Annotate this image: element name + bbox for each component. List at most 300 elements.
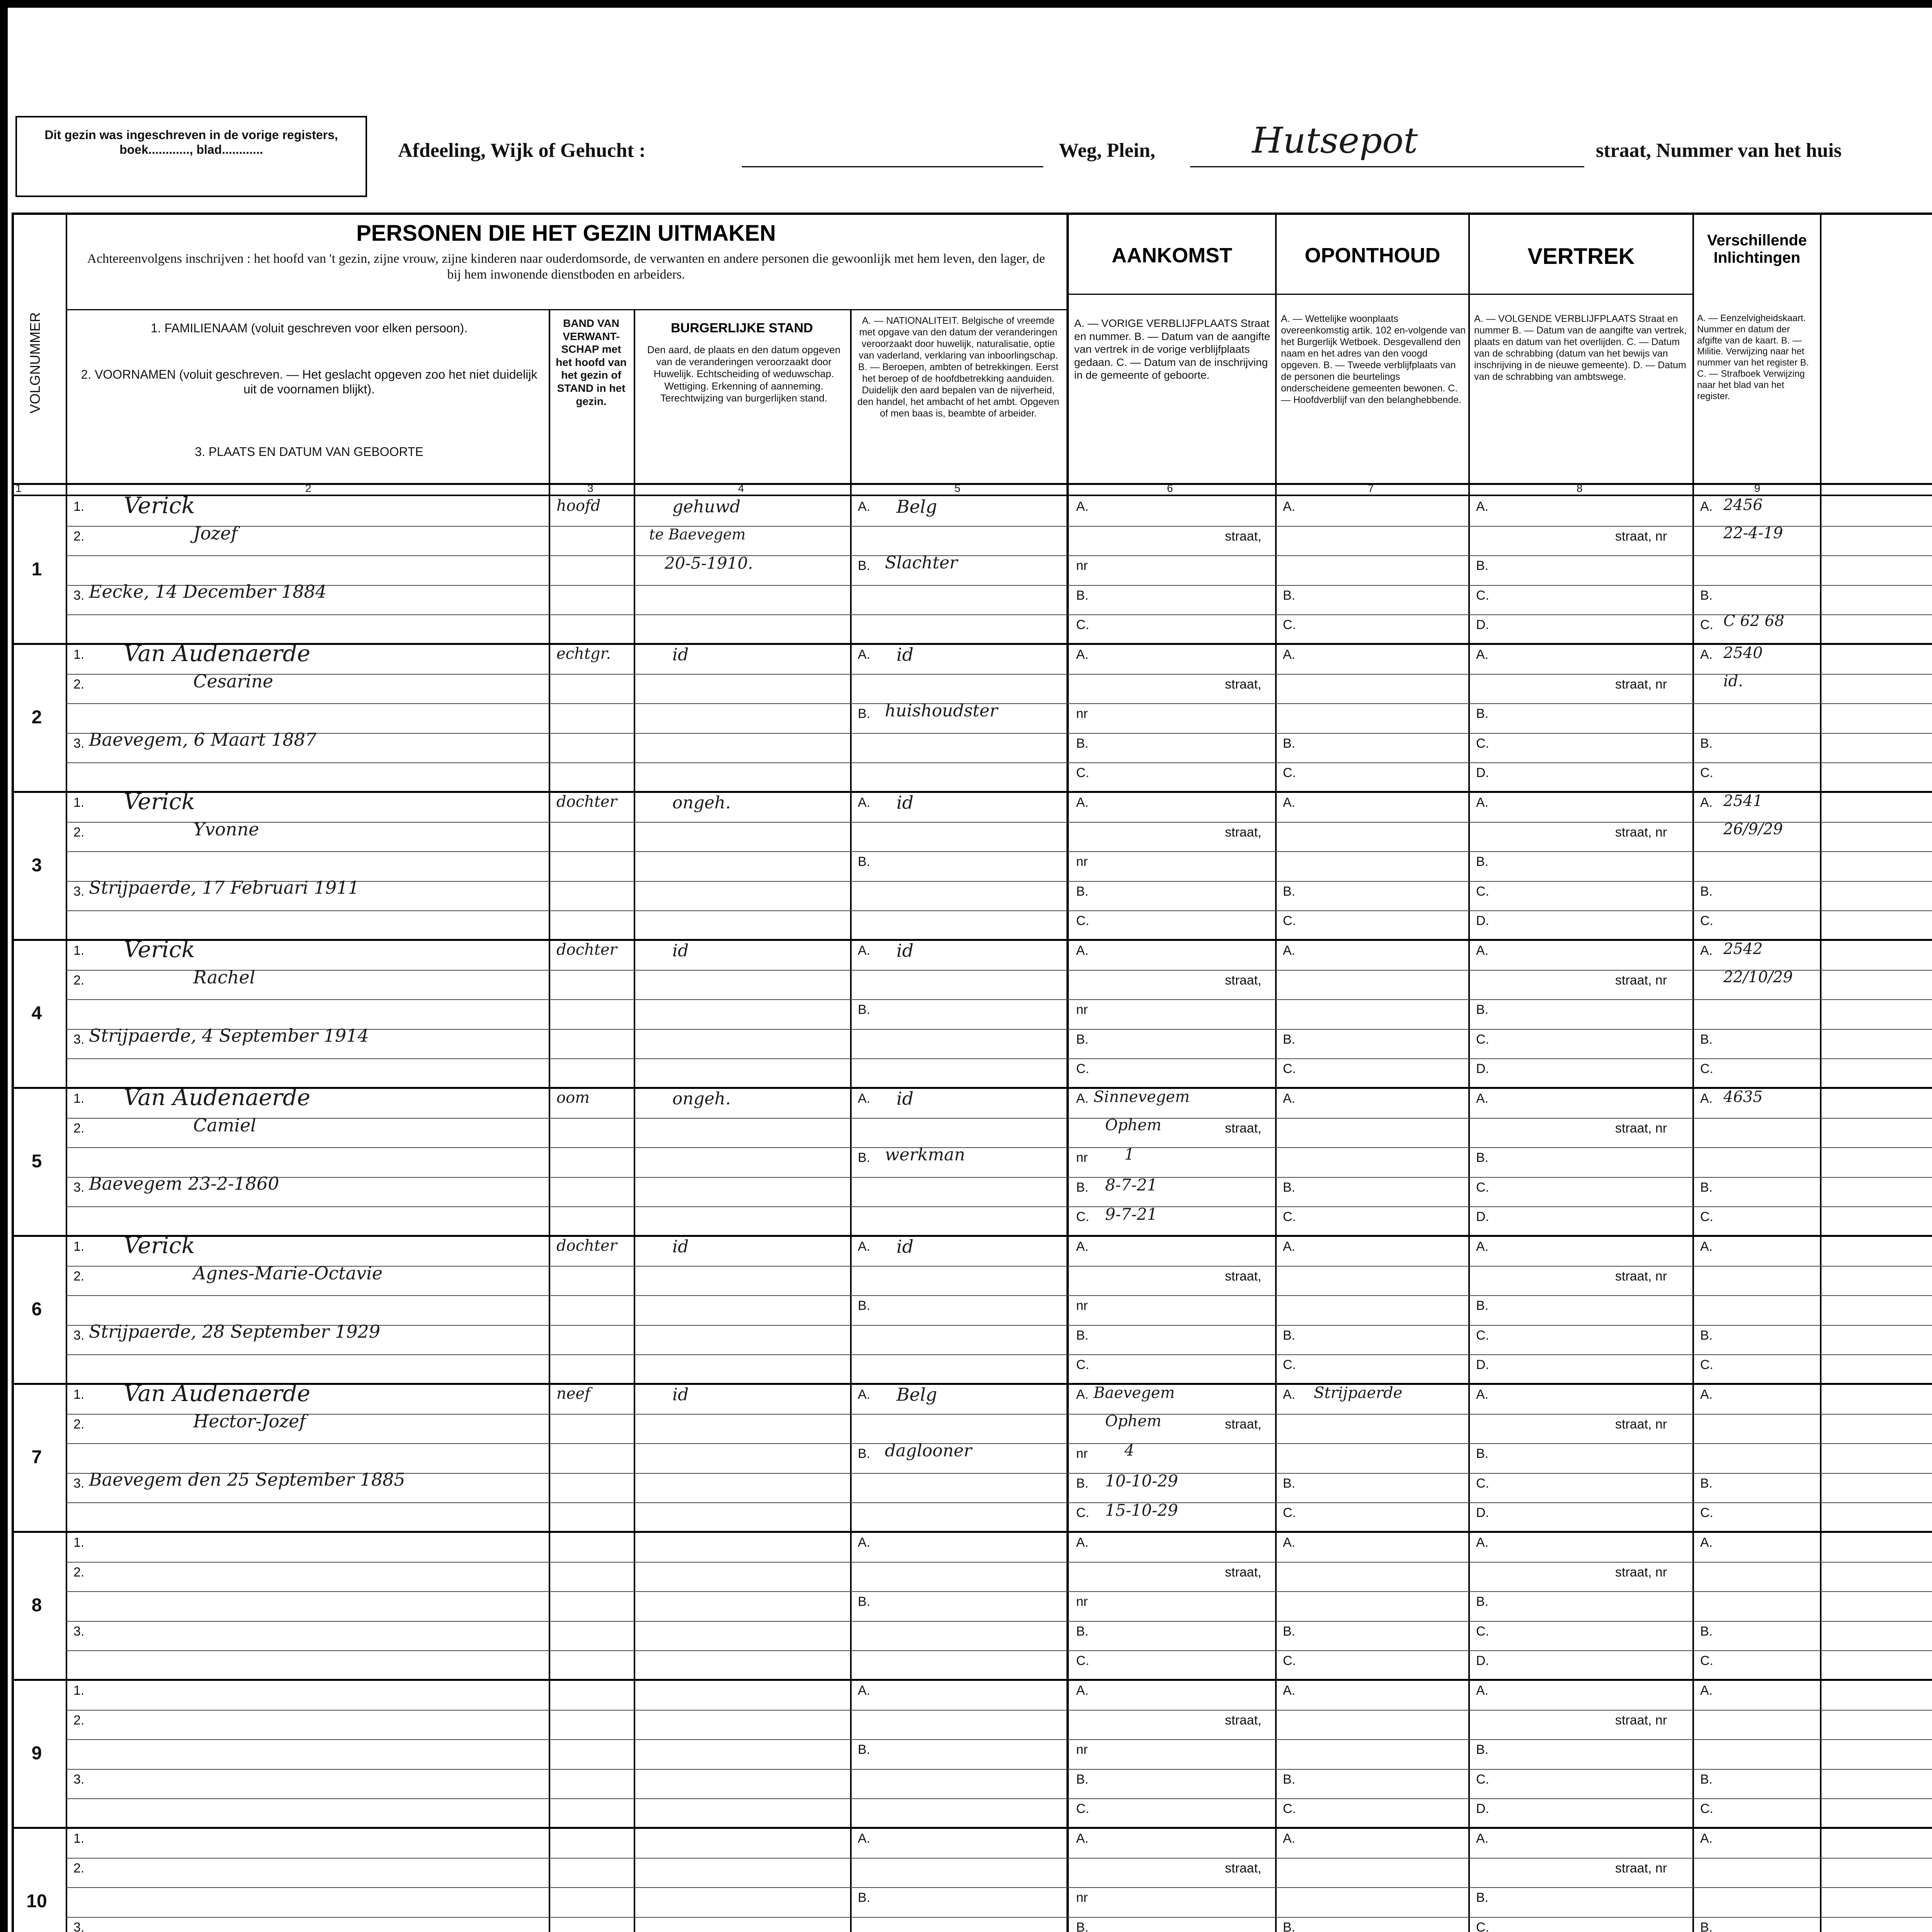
label-c: C. xyxy=(1076,1801,1089,1816)
colnum: 6 xyxy=(1167,482,1173,494)
row-line xyxy=(66,1858,1932,1859)
familienaam: Van Audenaerde xyxy=(124,1084,311,1111)
label-b: B. xyxy=(1283,1032,1296,1047)
row-line xyxy=(66,1502,1932,1503)
label-b: B. xyxy=(1476,1446,1489,1461)
label-a: A. xyxy=(858,647,871,662)
row-line xyxy=(66,555,1932,556)
label-a: A. xyxy=(1476,1683,1489,1698)
familienaam: Van Audenaerde xyxy=(124,640,311,667)
aankomst-a2: Ophem xyxy=(1105,1412,1162,1430)
label-a: A. xyxy=(1283,1091,1296,1106)
label-b: B. xyxy=(1476,558,1489,573)
label-a: A. xyxy=(858,943,871,958)
label-straat: straat, xyxy=(1225,1713,1262,1728)
band: neef xyxy=(556,1385,590,1403)
label-3: 3. xyxy=(73,1772,85,1787)
row-separator xyxy=(12,939,1932,941)
row-number: 2 xyxy=(31,707,42,728)
straat-label: straat, Nummer van het huis xyxy=(1596,139,1842,162)
label-a: A. xyxy=(1476,1091,1489,1106)
col4-title: BURGERLIJKE STAND xyxy=(671,321,813,335)
aankomst-c: 9-7-21 xyxy=(1105,1205,1158,1224)
register-sheet xyxy=(8,8,1932,1932)
label-a: A. xyxy=(1283,1387,1296,1402)
label-b: B. xyxy=(1076,588,1089,603)
label-a: A. xyxy=(1476,1535,1489,1550)
label-b: B. xyxy=(1700,588,1713,603)
label-c: C. xyxy=(1283,1801,1296,1816)
label-nr: nr xyxy=(1076,1742,1088,1757)
row-line xyxy=(66,1354,1932,1355)
stand-1: id xyxy=(672,941,689,961)
label-c: C. xyxy=(1076,1061,1089,1077)
label-2: 2. xyxy=(73,1121,85,1136)
band: dochter xyxy=(556,941,617,959)
row-line xyxy=(66,585,1932,586)
familienaam: Van Audenaerde xyxy=(124,1380,311,1406)
label-straat-nr: straat, nr xyxy=(1615,1713,1667,1728)
label-c: C. xyxy=(1700,617,1713,633)
aankomst-b: 10-10-29 xyxy=(1105,1471,1178,1490)
label-c: C. xyxy=(1283,617,1296,633)
label-a: A. xyxy=(858,1387,871,1402)
label-3: 3. xyxy=(73,1180,85,1195)
beroep: daglooner xyxy=(885,1441,972,1461)
stand-1: id xyxy=(672,645,689,665)
row-line xyxy=(66,851,1932,852)
label-1: 1. xyxy=(73,1831,85,1846)
label-1: 1. xyxy=(73,499,85,514)
inlichting-a: 2456 xyxy=(1723,496,1763,514)
label-c: C. xyxy=(1283,913,1296,929)
row-line xyxy=(66,1769,1932,1770)
voornamen: Hector-Jozef xyxy=(193,1410,306,1432)
label-a: A. xyxy=(1076,1535,1089,1550)
label-b: B. xyxy=(1476,1742,1489,1757)
colnum: 4 xyxy=(738,482,744,494)
col2-geboorte: 3. PLAATS EN DATUM VAN GEBOORTE xyxy=(195,445,423,459)
label-2: 2. xyxy=(73,677,85,692)
label-b: B. xyxy=(858,1594,871,1609)
label-a: A. xyxy=(858,1239,871,1254)
label-b: B. xyxy=(1700,1032,1713,1047)
label-c: C. xyxy=(1283,1061,1296,1077)
label-b: B. xyxy=(858,1002,871,1017)
geboorte: Baevegem den 25 September 1885 xyxy=(89,1469,405,1490)
label-c: C. xyxy=(1700,1801,1713,1816)
row-number: 10 xyxy=(26,1891,47,1912)
colnum: 5 xyxy=(954,482,961,494)
beroep: huishoudster xyxy=(885,701,998,721)
label-c: C. xyxy=(1076,765,1089,781)
label-2: 2. xyxy=(73,973,85,988)
label-a: A. xyxy=(1476,1831,1489,1846)
label-c: C. xyxy=(1476,1476,1489,1491)
label-straat-nr: straat, nr xyxy=(1615,1269,1667,1284)
label-a: A. xyxy=(1076,1683,1089,1698)
label-d: D. xyxy=(1476,765,1489,781)
geboorte: Eecke, 14 December 1884 xyxy=(89,581,327,602)
label-a: A. xyxy=(858,499,871,514)
label-nr: nr xyxy=(1076,706,1088,721)
label-straat: straat, xyxy=(1225,1417,1262,1432)
label-c: C. xyxy=(1283,1505,1296,1520)
label-a: A. xyxy=(1700,1535,1713,1550)
colnum: 8 xyxy=(1577,482,1583,494)
label-a: A. xyxy=(1476,795,1489,810)
label-c: C. xyxy=(1476,588,1489,603)
label-a: A. xyxy=(1076,943,1089,958)
label-a: A. xyxy=(1700,499,1713,514)
row-number: 5 xyxy=(31,1151,42,1172)
label-c: C. xyxy=(1700,1209,1713,1225)
label-d: D. xyxy=(1476,1801,1489,1816)
row-line xyxy=(66,1591,1932,1592)
label-b: B. xyxy=(1700,1920,1713,1932)
label-a: A. xyxy=(1076,1831,1089,1846)
aankomst-a: Baevegem xyxy=(1094,1384,1175,1402)
nationaliteit: Belg xyxy=(896,496,937,517)
label-a: A. xyxy=(1476,943,1489,958)
label-1: 1. xyxy=(73,1091,85,1106)
label-c: C. xyxy=(1283,765,1296,781)
aankomst-a2: Ophem xyxy=(1105,1116,1162,1134)
inlichting-a: 2541 xyxy=(1723,792,1763,810)
row-line xyxy=(66,1798,1932,1799)
label-3: 3. xyxy=(73,1920,85,1932)
label-3: 3. xyxy=(73,736,85,751)
label-a: A. xyxy=(1283,1683,1296,1698)
label-a: A. xyxy=(1700,795,1713,810)
label-a: A. xyxy=(1076,1091,1089,1106)
label-straat: straat, xyxy=(1225,1565,1262,1580)
label-1: 1. xyxy=(73,1239,85,1254)
label-2: 2. xyxy=(73,529,85,544)
weg-label: Weg, Plein, xyxy=(1059,139,1155,162)
label-nr: nr xyxy=(1076,1002,1088,1017)
label-a: A. xyxy=(1076,795,1089,810)
label-b: B. xyxy=(1476,706,1489,721)
col2-familienaam: 1. FAMILIENAAM (voluit geschreven voor elken persoon). xyxy=(151,321,468,335)
label-a: A. xyxy=(1476,1387,1489,1402)
label-a: A. xyxy=(1076,499,1089,514)
label-c: C. xyxy=(1700,913,1713,929)
label-b: B. xyxy=(1476,1594,1489,1609)
label-b: B. xyxy=(1283,1624,1296,1639)
street-value: Hutsepot xyxy=(1252,120,1418,161)
label-b: B. xyxy=(1700,1772,1713,1787)
row-line xyxy=(66,1206,1932,1207)
label-nr: nr xyxy=(1076,1594,1088,1609)
inlichting-a: 4635 xyxy=(1723,1088,1763,1106)
label-nr: nr xyxy=(1076,1298,1088,1313)
row-number: 1 xyxy=(31,559,42,580)
label-straat: straat, xyxy=(1225,973,1262,988)
label-b: B. xyxy=(1283,1920,1296,1932)
label-straat: straat, xyxy=(1225,529,1262,544)
stand-1: gehuwd xyxy=(672,497,741,517)
row-line xyxy=(66,1147,1932,1148)
label-d: D. xyxy=(1476,1653,1489,1668)
label-b: B. xyxy=(1283,884,1296,899)
label-straat-nr: straat, nr xyxy=(1615,1417,1667,1432)
label-b: B. xyxy=(858,558,871,573)
nationaliteit: id xyxy=(896,1088,914,1109)
label-b: B. xyxy=(1283,1180,1296,1195)
label-nr: nr xyxy=(1076,854,1088,869)
row-line xyxy=(66,1058,1932,1059)
col10-title xyxy=(1821,328,1932,348)
label-c: C. xyxy=(1076,617,1089,633)
main-table xyxy=(12,213,1932,1932)
label-straat: straat, xyxy=(1225,1269,1262,1284)
label-a: A. xyxy=(1283,1239,1296,1254)
aankomst-b: 8-7-21 xyxy=(1105,1175,1158,1194)
nationaliteit: id xyxy=(896,940,914,961)
label-2: 2. xyxy=(73,1269,85,1284)
inlichting-a: 2542 xyxy=(1723,940,1763,958)
label-a: A. xyxy=(1476,499,1489,514)
label-a: A. xyxy=(858,795,871,810)
colnum: 2 xyxy=(305,482,311,494)
row-line xyxy=(66,999,1932,1000)
label-a: A. xyxy=(1283,1831,1296,1846)
label-c: C. xyxy=(1076,1209,1089,1225)
label-straat: straat, xyxy=(1225,825,1262,840)
row-number: 7 xyxy=(31,1447,42,1468)
geboorte: Baevegem, 6 Maart 1887 xyxy=(89,729,317,750)
label-a: A. xyxy=(1476,1239,1489,1254)
aankomst-title: AANKOMST xyxy=(1112,244,1232,267)
afdeeling-label: Afdeeling, Wijk of Gehucht : xyxy=(398,139,646,162)
row-line xyxy=(66,674,1932,675)
label-b: B. xyxy=(1283,736,1296,751)
label-c: C. xyxy=(1700,1061,1713,1077)
colnum: 3 xyxy=(587,482,594,494)
aankomst-nr: 4 xyxy=(1124,1442,1134,1460)
row-line xyxy=(66,526,1932,527)
row-separator xyxy=(12,1235,1932,1237)
col6-sub: A. — VORIGE VERBLIJFPLAATS Straat en nummer. B. — Datum van de aangifte van vertrek in de vorige verblijfplaats gedaan. C. — Datum van de inschrijving in de gemeente of geboorte. xyxy=(1074,317,1270,381)
label-b: B. xyxy=(1283,1772,1296,1787)
label-straat: straat, xyxy=(1225,1861,1262,1876)
label-a: A. xyxy=(1700,1683,1713,1698)
beroep: Slachter xyxy=(885,553,958,573)
label-1: 1. xyxy=(73,1387,85,1402)
label-1: 1. xyxy=(73,795,85,810)
row-separator xyxy=(12,1679,1932,1681)
voornamen: Yvonne xyxy=(193,818,259,840)
inlichting-a2: 22-4-19 xyxy=(1723,524,1783,542)
label-a: A. xyxy=(858,1683,871,1698)
inlichting-c: C 62 68 xyxy=(1723,612,1784,630)
voornamen: Cesarine xyxy=(193,670,273,692)
label-c: C. xyxy=(1283,1209,1296,1225)
label-c: C. xyxy=(1476,1624,1489,1639)
label-c: C. xyxy=(1283,1653,1296,1668)
beroep: werkman xyxy=(885,1145,965,1165)
label-c: C. xyxy=(1700,765,1713,781)
row-number: 9 xyxy=(31,1743,42,1764)
familienaam: Verick xyxy=(124,936,195,963)
nationaliteit: Belg xyxy=(896,1384,937,1405)
label-c: C. xyxy=(1283,1357,1296,1372)
nationaliteit: id xyxy=(896,644,914,665)
row-line xyxy=(66,1177,1932,1178)
label-c: C. xyxy=(1076,1653,1089,1668)
label-c: C. xyxy=(1076,1505,1089,1520)
label-b: B. xyxy=(1076,1476,1089,1491)
label-a: A. xyxy=(1283,1535,1296,1550)
label-straat-nr: straat, nr xyxy=(1615,677,1667,692)
label-b: B. xyxy=(858,1150,871,1165)
label-b: B. xyxy=(1076,736,1089,751)
row-line xyxy=(66,1562,1932,1563)
row-number: 8 xyxy=(31,1595,42,1616)
label-straat-nr: straat, nr xyxy=(1615,825,1667,840)
col9-sub: A. — Eenzelvigheidskaart. Nummer en datum der afgifte van de kaart. B. — Militie. Verwijzing naar het nummer van het register B. C. — Strafboek Verwijzing naar het blad van het register. xyxy=(1697,313,1809,401)
label-c: C. xyxy=(1476,736,1489,751)
stand-2: te Baevegem xyxy=(649,526,746,543)
label-a: A. xyxy=(858,1535,871,1550)
voornamen: Camiel xyxy=(193,1114,256,1136)
label-c: C. xyxy=(1476,1772,1489,1787)
label-a: A. xyxy=(1283,943,1296,958)
label-b: B. xyxy=(1283,1476,1296,1491)
label-a: A. xyxy=(1283,499,1296,514)
colnum: 1 xyxy=(15,482,22,494)
label-straat-nr: straat, nr xyxy=(1615,1121,1667,1136)
label-1: 1. xyxy=(73,647,85,662)
col8-sub: A. — VOLGENDE VERBLIJFPLAATS Straat en nummer B. — Datum van de aangifte van vertrek, plaats en datum van het overlijden. C. — Datum van de schrabbing (datum van het bewijs van inschrijving in de nieuwe gemeente). D. — Datum van de schrabbing van ambtswege. xyxy=(1474,313,1687,382)
row-line xyxy=(66,1887,1932,1888)
label-b: B. xyxy=(858,1890,871,1905)
voornamen: Jozef xyxy=(193,522,238,544)
aankomst-nr: 1 xyxy=(1124,1146,1134,1164)
row-line xyxy=(66,970,1932,971)
band: dochter xyxy=(556,793,617,811)
label-b: B. xyxy=(1700,1328,1713,1343)
row-number: 6 xyxy=(31,1299,42,1320)
col2-voornamen: 2. VOORNAMEN (voluit geschreven. — Het geslacht opgeven zoo het niet duidelijk uit de voornamen blijkt). xyxy=(81,367,537,396)
label-1: 1. xyxy=(73,1535,85,1550)
label-b: B. xyxy=(1700,1180,1713,1195)
voornamen: Agnes-Marie-Octavie xyxy=(193,1262,383,1284)
oponthoud-a: Strijpaerde xyxy=(1314,1384,1403,1402)
label-b: B. xyxy=(1076,1920,1089,1932)
label-2: 2. xyxy=(73,1417,85,1432)
label-nr: nr xyxy=(1076,1446,1088,1461)
label-b: B. xyxy=(1076,1032,1089,1047)
row-line xyxy=(66,1917,1932,1918)
geboorte: Baevegem 23-2-1860 xyxy=(89,1173,279,1194)
row-line xyxy=(66,1295,1932,1296)
label-straat-nr: straat, nr xyxy=(1615,1861,1667,1876)
row-line xyxy=(66,614,1932,615)
label-a: A. xyxy=(1700,1387,1713,1402)
band: hoofd xyxy=(556,497,601,515)
label-d: D. xyxy=(1476,913,1489,929)
familienaam: Verick xyxy=(124,788,195,815)
vertrek-title: VERTREK xyxy=(1527,244,1635,269)
geboorte: Strijpaerde, 4 September 1914 xyxy=(89,1025,369,1046)
label-3: 3. xyxy=(73,1624,85,1639)
nationaliteit: id xyxy=(896,792,914,813)
row-number: 4 xyxy=(31,1003,42,1024)
label-b: B. xyxy=(858,706,871,721)
label-b: B. xyxy=(1476,1298,1489,1313)
label-b: B. xyxy=(1700,736,1713,751)
label-a: A. xyxy=(858,1091,871,1106)
stand-1: id xyxy=(672,1237,689,1257)
stand-3: 20-5-1910. xyxy=(665,554,753,573)
band: echtgr. xyxy=(556,645,611,663)
colnum: 7 xyxy=(1368,482,1374,494)
label-b: B. xyxy=(1476,1002,1489,1017)
aankomst-a: Sinnevegem xyxy=(1094,1088,1190,1106)
label-c: C. xyxy=(1476,1920,1489,1932)
label-c: C. xyxy=(1476,1328,1489,1343)
aankomst-c: 15-10-29 xyxy=(1105,1501,1178,1520)
inlichting-a2: 26/9/29 xyxy=(1723,820,1783,838)
row-line xyxy=(66,1621,1932,1622)
label-nr: nr xyxy=(1076,1150,1088,1165)
stand-1: ongeh. xyxy=(672,1089,731,1109)
label-a: A. xyxy=(1700,1239,1713,1254)
label-a: A. xyxy=(1076,647,1089,662)
label-straat: straat, xyxy=(1225,677,1262,692)
band: oom xyxy=(556,1089,590,1107)
label-straat: straat, xyxy=(1225,1121,1262,1136)
label-straat-nr: straat, nr xyxy=(1615,973,1667,988)
personen-subtitle: Achtereenvolgens inschrijven : het hoofd van 't gezin, zijne vrouw, zijne kinderen naar ouderdomsorde, de verwanten en andere personen die gewoonlijk met hem leven, den lager, de bij hem inwonende dienstboden en arbeiders. xyxy=(87,252,1045,282)
row-separator xyxy=(12,791,1932,793)
label-2: 2. xyxy=(73,825,85,840)
label-c: C. xyxy=(1076,913,1089,929)
row-line xyxy=(66,1739,1932,1740)
previous-register-text: Dit gezin was ingeschreven in de vorige registers, boek............, blad............ xyxy=(44,128,338,157)
label-3: 3. xyxy=(73,588,85,603)
nationaliteit: id xyxy=(896,1236,914,1257)
label-d: D. xyxy=(1476,1505,1489,1520)
col9-title: Verschillende Inlichtingen xyxy=(1707,232,1807,266)
label-d: D. xyxy=(1476,617,1489,633)
label-2: 2. xyxy=(73,1861,85,1876)
row-separator xyxy=(12,1827,1932,1829)
label-c: C. xyxy=(1700,1653,1713,1668)
row-line xyxy=(66,703,1932,704)
label-3: 3. xyxy=(73,1476,85,1491)
colnum: 9 xyxy=(1754,482,1760,494)
label-c: C. xyxy=(1476,1032,1489,1047)
row-line xyxy=(66,822,1932,823)
stand-1: ongeh. xyxy=(672,793,731,813)
row-number: 3 xyxy=(31,855,42,876)
label-d: D. xyxy=(1476,1357,1489,1372)
row-line xyxy=(66,762,1932,763)
row-line xyxy=(66,1443,1932,1444)
label-b: B. xyxy=(1476,854,1489,869)
label-b: B. xyxy=(858,1742,871,1757)
label-b: B. xyxy=(1700,1476,1713,1491)
geboorte: Strijpaerde, 17 Februari 1911 xyxy=(89,877,359,898)
label-a: A. xyxy=(1700,1831,1713,1846)
row-line xyxy=(66,1118,1932,1119)
oponthoud-title: OPONTHOUD xyxy=(1304,244,1440,267)
label-1: 1. xyxy=(73,943,85,958)
label-c: C. xyxy=(1476,884,1489,899)
